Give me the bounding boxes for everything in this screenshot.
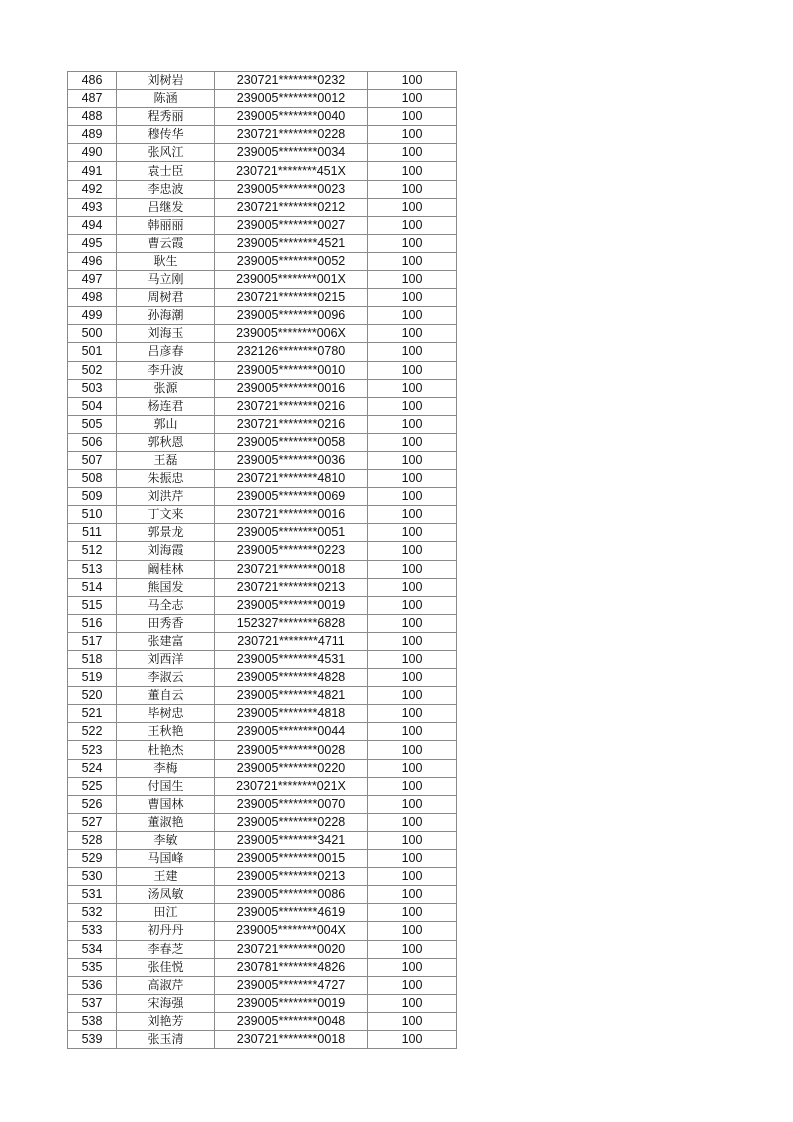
row-number-cell: 494 (68, 216, 117, 234)
score-cell: 100 (368, 669, 457, 687)
score-table (67, 71, 457, 1049)
id-number-cell: 230721********0016 (215, 506, 368, 524)
table-row (68, 325, 457, 343)
row-number-cell: 489 (68, 126, 117, 144)
table-row (68, 813, 457, 831)
row-number-cell: 519 (68, 669, 117, 687)
table-row (68, 976, 457, 994)
id-number-cell: 230721********021X (215, 777, 368, 795)
table-row (68, 578, 457, 596)
name-cell: 李春芝 (117, 940, 215, 958)
row-number-cell: 490 (68, 144, 117, 162)
id-number-cell: 239005********4619 (215, 904, 368, 922)
id-number-cell: 239005********001X (215, 271, 368, 289)
name-cell: 王磊 (117, 451, 215, 469)
name-cell: 田江 (117, 904, 215, 922)
name-cell: 李淑云 (117, 669, 215, 687)
table-row (68, 886, 457, 904)
table-row (68, 922, 457, 940)
table-row (68, 524, 457, 542)
score-cell: 100 (368, 596, 457, 614)
table-row (68, 940, 457, 958)
table-row (68, 632, 457, 650)
table-row (68, 596, 457, 614)
table-row (68, 651, 457, 669)
row-number-cell: 503 (68, 379, 117, 397)
name-cell: 张风江 (117, 144, 215, 162)
row-number-cell: 488 (68, 108, 117, 126)
score-cell: 100 (368, 271, 457, 289)
name-cell: 田秀香 (117, 614, 215, 632)
row-number-cell: 510 (68, 506, 117, 524)
row-number-cell: 526 (68, 795, 117, 813)
table-row (68, 560, 457, 578)
id-number-cell: 239005********006X (215, 325, 368, 343)
id-number-cell: 230721********0228 (215, 126, 368, 144)
score-cell: 100 (368, 741, 457, 759)
name-cell: 阚桂林 (117, 560, 215, 578)
name-cell: 刘西洋 (117, 651, 215, 669)
name-cell: 李梅 (117, 759, 215, 777)
name-cell: 杨连君 (117, 397, 215, 415)
score-cell: 100 (368, 850, 457, 868)
table-row (68, 488, 457, 506)
score-table-body (68, 72, 457, 1049)
name-cell: 马国峰 (117, 850, 215, 868)
id-number-cell: 230721********0018 (215, 1030, 368, 1048)
name-cell: 张佳悦 (117, 958, 215, 976)
score-cell: 100 (368, 470, 457, 488)
row-number-cell: 498 (68, 289, 117, 307)
name-cell: 王建 (117, 868, 215, 886)
score-cell: 100 (368, 144, 457, 162)
id-number-cell: 239005********0016 (215, 379, 368, 397)
row-number-cell: 534 (68, 940, 117, 958)
table-row (68, 162, 457, 180)
name-cell: 曹云霞 (117, 234, 215, 252)
score-cell: 100 (368, 72, 457, 90)
score-cell: 100 (368, 940, 457, 958)
score-cell: 100 (368, 886, 457, 904)
score-cell: 100 (368, 433, 457, 451)
table-row (68, 108, 457, 126)
id-number-cell: 230721********0018 (215, 560, 368, 578)
id-number-cell: 239005********0070 (215, 795, 368, 813)
name-cell: 郭秋恩 (117, 433, 215, 451)
score-cell: 100 (368, 252, 457, 270)
row-number-cell: 539 (68, 1030, 117, 1048)
id-number-cell: 239005********0012 (215, 90, 368, 108)
id-number-cell: 230721********0232 (215, 72, 368, 90)
row-number-cell: 495 (68, 234, 117, 252)
score-cell: 100 (368, 777, 457, 795)
row-number-cell: 514 (68, 578, 117, 596)
row-number-cell: 512 (68, 542, 117, 560)
name-cell: 孙海潮 (117, 307, 215, 325)
row-number-cell: 508 (68, 470, 117, 488)
score-cell: 100 (368, 343, 457, 361)
row-number-cell: 517 (68, 632, 117, 650)
row-number-cell: 515 (68, 596, 117, 614)
score-cell: 100 (368, 1030, 457, 1048)
table-row (68, 795, 457, 813)
score-cell: 100 (368, 108, 457, 126)
score-cell: 100 (368, 795, 457, 813)
table-row (68, 216, 457, 234)
name-cell: 刘海霞 (117, 542, 215, 560)
score-cell: 100 (368, 705, 457, 723)
id-number-cell: 239005********4531 (215, 651, 368, 669)
row-number-cell: 537 (68, 994, 117, 1012)
table-row (68, 415, 457, 433)
name-cell: 郭山 (117, 415, 215, 433)
id-number-cell: 239005********4821 (215, 687, 368, 705)
id-number-cell: 239005********0048 (215, 1012, 368, 1030)
id-number-cell: 239005********0223 (215, 542, 368, 560)
score-cell: 100 (368, 651, 457, 669)
table-row (68, 252, 457, 270)
score-cell: 100 (368, 759, 457, 777)
id-number-cell: 230721********451X (215, 162, 368, 180)
row-number-cell: 492 (68, 180, 117, 198)
id-number-cell: 239005********0015 (215, 850, 368, 868)
id-number-cell: 239005********0019 (215, 596, 368, 614)
id-number-cell: 239005********0213 (215, 868, 368, 886)
table-row (68, 126, 457, 144)
table-row (68, 343, 457, 361)
row-number-cell: 529 (68, 850, 117, 868)
id-number-cell: 239005********0096 (215, 307, 368, 325)
score-cell: 100 (368, 632, 457, 650)
name-cell: 张源 (117, 379, 215, 397)
name-cell: 张玉清 (117, 1030, 215, 1048)
row-number-cell: 493 (68, 198, 117, 216)
name-cell: 李忠波 (117, 180, 215, 198)
id-number-cell: 239005********0036 (215, 451, 368, 469)
score-cell: 100 (368, 560, 457, 578)
row-number-cell: 528 (68, 831, 117, 849)
row-number-cell: 496 (68, 252, 117, 270)
id-number-cell: 230721********4711 (215, 632, 368, 650)
row-number-cell: 509 (68, 488, 117, 506)
name-cell: 李敏 (117, 831, 215, 849)
score-cell: 100 (368, 1012, 457, 1030)
name-cell: 刘艳芳 (117, 1012, 215, 1030)
row-number-cell: 505 (68, 415, 117, 433)
name-cell: 马全志 (117, 596, 215, 614)
name-cell: 韩丽丽 (117, 216, 215, 234)
row-number-cell: 497 (68, 271, 117, 289)
score-cell: 100 (368, 904, 457, 922)
id-number-cell: 239005********3421 (215, 831, 368, 849)
row-number-cell: 506 (68, 433, 117, 451)
row-number-cell: 535 (68, 958, 117, 976)
score-cell: 100 (368, 325, 457, 343)
id-number-cell: 230721********0213 (215, 578, 368, 596)
table-row (68, 397, 457, 415)
table-row (68, 198, 457, 216)
score-cell: 100 (368, 488, 457, 506)
id-number-cell: 239005********0019 (215, 994, 368, 1012)
score-cell: 100 (368, 578, 457, 596)
id-number-cell: 239005********0069 (215, 488, 368, 506)
name-cell: 吕彦春 (117, 343, 215, 361)
id-number-cell: 239005********0028 (215, 741, 368, 759)
row-number-cell: 499 (68, 307, 117, 325)
row-number-cell: 527 (68, 813, 117, 831)
id-number-cell: 239005********0220 (215, 759, 368, 777)
score-cell: 100 (368, 976, 457, 994)
id-number-cell: 239005********4521 (215, 234, 368, 252)
table-row (68, 289, 457, 307)
score-cell: 100 (368, 307, 457, 325)
table-row (68, 759, 457, 777)
id-number-cell: 239005********0027 (215, 216, 368, 234)
score-cell: 100 (368, 415, 457, 433)
id-number-cell: 232126********0780 (215, 343, 368, 361)
table-row (68, 451, 457, 469)
row-number-cell: 511 (68, 524, 117, 542)
id-number-cell: 230721********0020 (215, 940, 368, 958)
row-number-cell: 487 (68, 90, 117, 108)
name-cell: 朱振忠 (117, 470, 215, 488)
score-cell: 100 (368, 361, 457, 379)
score-cell: 100 (368, 451, 457, 469)
table-row (68, 379, 457, 397)
name-cell: 付国生 (117, 777, 215, 795)
score-cell: 100 (368, 397, 457, 415)
table-row (68, 723, 457, 741)
table-row (68, 234, 457, 252)
score-cell: 100 (368, 198, 457, 216)
score-cell: 100 (368, 506, 457, 524)
table-row (68, 361, 457, 379)
id-number-cell: 239005********0086 (215, 886, 368, 904)
table-row (68, 542, 457, 560)
id-number-cell: 239005********0010 (215, 361, 368, 379)
score-cell: 100 (368, 379, 457, 397)
id-number-cell: 239005********0058 (215, 433, 368, 451)
name-cell: 周树君 (117, 289, 215, 307)
name-cell: 穆传华 (117, 126, 215, 144)
score-cell: 100 (368, 542, 457, 560)
score-cell: 100 (368, 831, 457, 849)
table-row (68, 994, 457, 1012)
table-row (68, 72, 457, 90)
table-row (68, 271, 457, 289)
row-number-cell: 516 (68, 614, 117, 632)
table-row (68, 705, 457, 723)
id-number-cell: 239005********0040 (215, 108, 368, 126)
name-cell: 程秀丽 (117, 108, 215, 126)
row-number-cell: 502 (68, 361, 117, 379)
id-number-cell: 239005********004X (215, 922, 368, 940)
name-cell: 郭景龙 (117, 524, 215, 542)
table-row (68, 180, 457, 198)
row-number-cell: 504 (68, 397, 117, 415)
score-cell: 100 (368, 614, 457, 632)
row-number-cell: 491 (68, 162, 117, 180)
score-cell: 100 (368, 922, 457, 940)
table-row (68, 669, 457, 687)
row-number-cell: 532 (68, 904, 117, 922)
score-cell: 100 (368, 162, 457, 180)
id-number-cell: 239005********4818 (215, 705, 368, 723)
id-number-cell: 239005********0034 (215, 144, 368, 162)
row-number-cell: 518 (68, 651, 117, 669)
name-cell: 杜艳杰 (117, 741, 215, 759)
id-number-cell: 239005********0052 (215, 252, 368, 270)
id-number-cell: 239005********0228 (215, 813, 368, 831)
row-number-cell: 531 (68, 886, 117, 904)
table-row (68, 307, 457, 325)
table-row (68, 831, 457, 849)
name-cell: 吕继发 (117, 198, 215, 216)
id-number-cell: 239005********0051 (215, 524, 368, 542)
row-number-cell: 501 (68, 343, 117, 361)
table-row (68, 470, 457, 488)
name-cell: 董自云 (117, 687, 215, 705)
table-row (68, 687, 457, 705)
table-row (68, 741, 457, 759)
id-number-cell: 230721********0216 (215, 415, 368, 433)
name-cell: 王秋艳 (117, 723, 215, 741)
id-number-cell: 230721********4810 (215, 470, 368, 488)
row-number-cell: 538 (68, 1012, 117, 1030)
name-cell: 刘树岩 (117, 72, 215, 90)
table-row (68, 433, 457, 451)
table-row (68, 904, 457, 922)
row-number-cell: 521 (68, 705, 117, 723)
name-cell: 宋海强 (117, 994, 215, 1012)
row-number-cell: 525 (68, 777, 117, 795)
score-cell: 100 (368, 813, 457, 831)
id-number-cell: 230721********0216 (215, 397, 368, 415)
row-number-cell: 530 (68, 868, 117, 886)
name-cell: 马立刚 (117, 271, 215, 289)
row-number-cell: 520 (68, 687, 117, 705)
table-row (68, 614, 457, 632)
score-cell: 100 (368, 180, 457, 198)
row-number-cell: 513 (68, 560, 117, 578)
score-cell: 100 (368, 687, 457, 705)
table-row (68, 777, 457, 795)
id-number-cell: 152327********6828 (215, 614, 368, 632)
name-cell: 张建富 (117, 632, 215, 650)
name-cell: 汤凤敏 (117, 886, 215, 904)
score-cell: 100 (368, 524, 457, 542)
row-number-cell: 500 (68, 325, 117, 343)
table-row (68, 1030, 457, 1048)
row-number-cell: 486 (68, 72, 117, 90)
name-cell: 袁士臣 (117, 162, 215, 180)
table-row (68, 506, 457, 524)
name-cell: 刘洪芹 (117, 488, 215, 506)
row-number-cell: 523 (68, 741, 117, 759)
score-cell: 100 (368, 723, 457, 741)
name-cell: 李升波 (117, 361, 215, 379)
id-number-cell: 239005********4727 (215, 976, 368, 994)
score-cell: 100 (368, 216, 457, 234)
id-number-cell: 239005********0044 (215, 723, 368, 741)
table-row (68, 90, 457, 108)
name-cell: 曹国林 (117, 795, 215, 813)
id-number-cell: 239005********4828 (215, 669, 368, 687)
score-cell: 100 (368, 126, 457, 144)
score-cell: 100 (368, 289, 457, 307)
row-number-cell: 524 (68, 759, 117, 777)
table-row (68, 868, 457, 886)
id-number-cell: 239005********0023 (215, 180, 368, 198)
score-cell: 100 (368, 994, 457, 1012)
name-cell: 初丹丹 (117, 922, 215, 940)
row-number-cell: 507 (68, 451, 117, 469)
name-cell: 董淑艳 (117, 813, 215, 831)
name-cell: 刘海玉 (117, 325, 215, 343)
name-cell: 毕树忠 (117, 705, 215, 723)
row-number-cell: 536 (68, 976, 117, 994)
table-row (68, 144, 457, 162)
score-cell: 100 (368, 234, 457, 252)
score-cell: 100 (368, 90, 457, 108)
id-number-cell: 230781********4826 (215, 958, 368, 976)
row-number-cell: 533 (68, 922, 117, 940)
id-number-cell: 230721********0212 (215, 198, 368, 216)
name-cell: 高淑芹 (117, 976, 215, 994)
name-cell: 熊国发 (117, 578, 215, 596)
table-row (68, 1012, 457, 1030)
id-number-cell: 230721********0215 (215, 289, 368, 307)
name-cell: 陈涵 (117, 90, 215, 108)
name-cell: 耿生 (117, 252, 215, 270)
row-number-cell: 522 (68, 723, 117, 741)
score-cell: 100 (368, 868, 457, 886)
score-cell: 100 (368, 958, 457, 976)
table-row (68, 958, 457, 976)
table-row (68, 850, 457, 868)
name-cell: 丁文来 (117, 506, 215, 524)
